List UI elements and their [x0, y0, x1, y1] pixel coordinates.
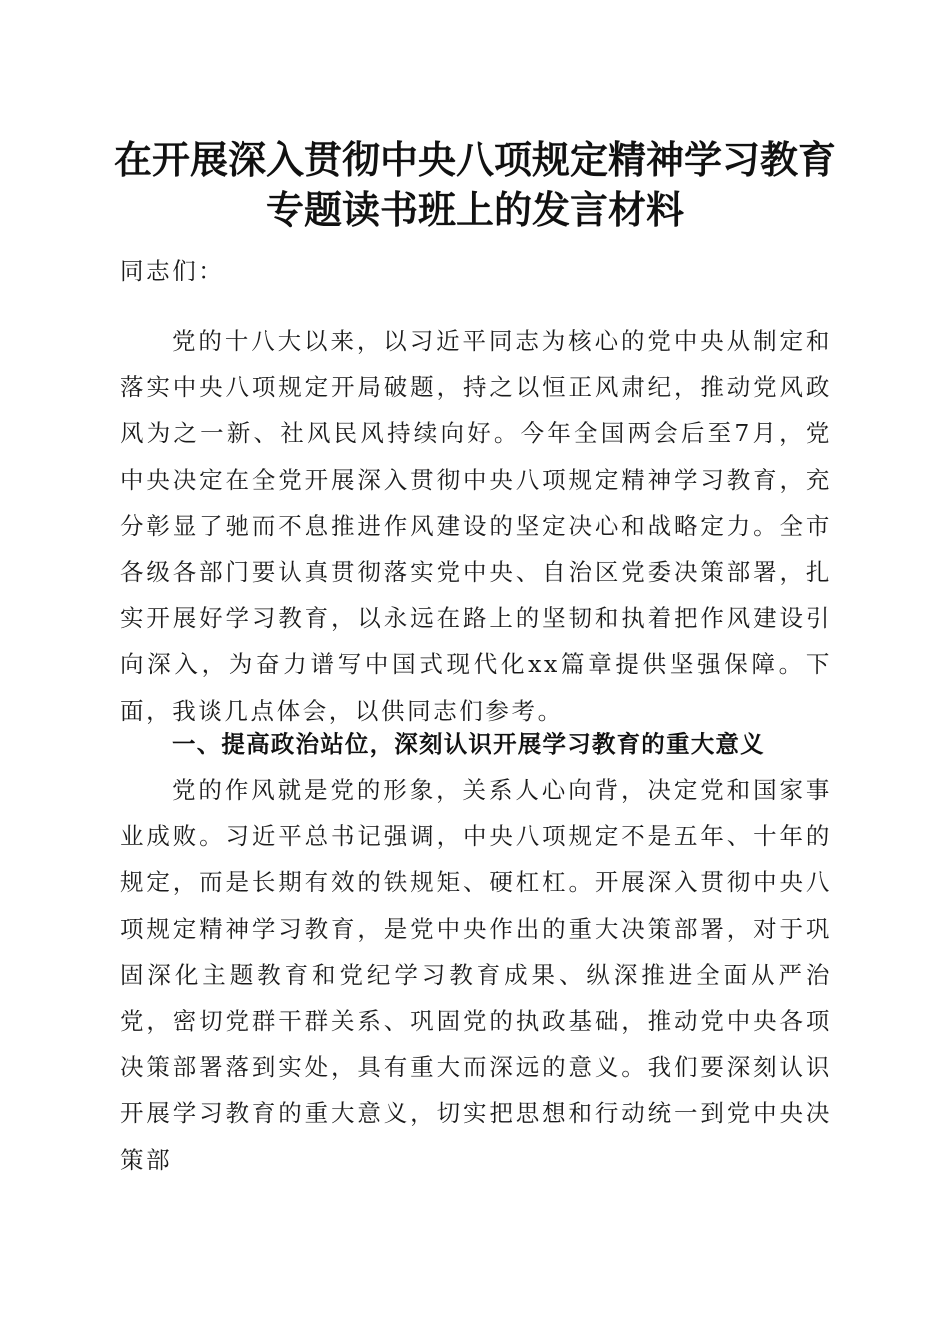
section-heading: 一、提高政治站位，深刻认识开展学习教育的重大意义 — [172, 730, 765, 758]
section-paragraph: 党的作风就是党的形象，关系人心向背，决定党和国家事业成败。习近平总书记强调，中央八项规定不是五年、十年的规定，而是长期有效的铁规矩、硬杠杠。开展深入贯彻中央八项规定精神学习教育，是党中央作出的重大决策部署，对于巩固深化主题教育和党纪学习教育成果、纵深推进全面从严治党，密切党群干群关系、巩固党的执政基础，推动党中央各项决策部署落到实处，具有重大而深远的意义。我们要深刻认识开展学习教育的重大意义，切实把思想和行动统一到党中央决策部 — [120, 776, 832, 1174]
intro-paragraph: 党的十八大以来，以习近平同志为核心的党中央从制定和落实中央八项规定开局破题，持之以恒正风肃纪，推动党风政风为之一新、社风民风持续向好。今年全国两会后至7月，党中央决定在全党开展深入贯彻中央八项规定精神学习教育，充分彰显了驰而不息推进作风建设的坚定决心和战略定力。全市各级各部门要认真贯彻落实党中央、自治区党委决策部署，扎实开展好学习教育，以永远在路上的坚韧和执着把作风建设引向深入，为奋力谱写中国式现代化xx篇章提供坚强保障。下面，我谈几点体会，以供同志们参考。 — [120, 327, 832, 725]
salutation: 同志们： — [120, 257, 225, 285]
document-title: 在开展深入贯彻中央八项规定精神学习教育专题读书班上的发言材料 — [113, 137, 836, 232]
